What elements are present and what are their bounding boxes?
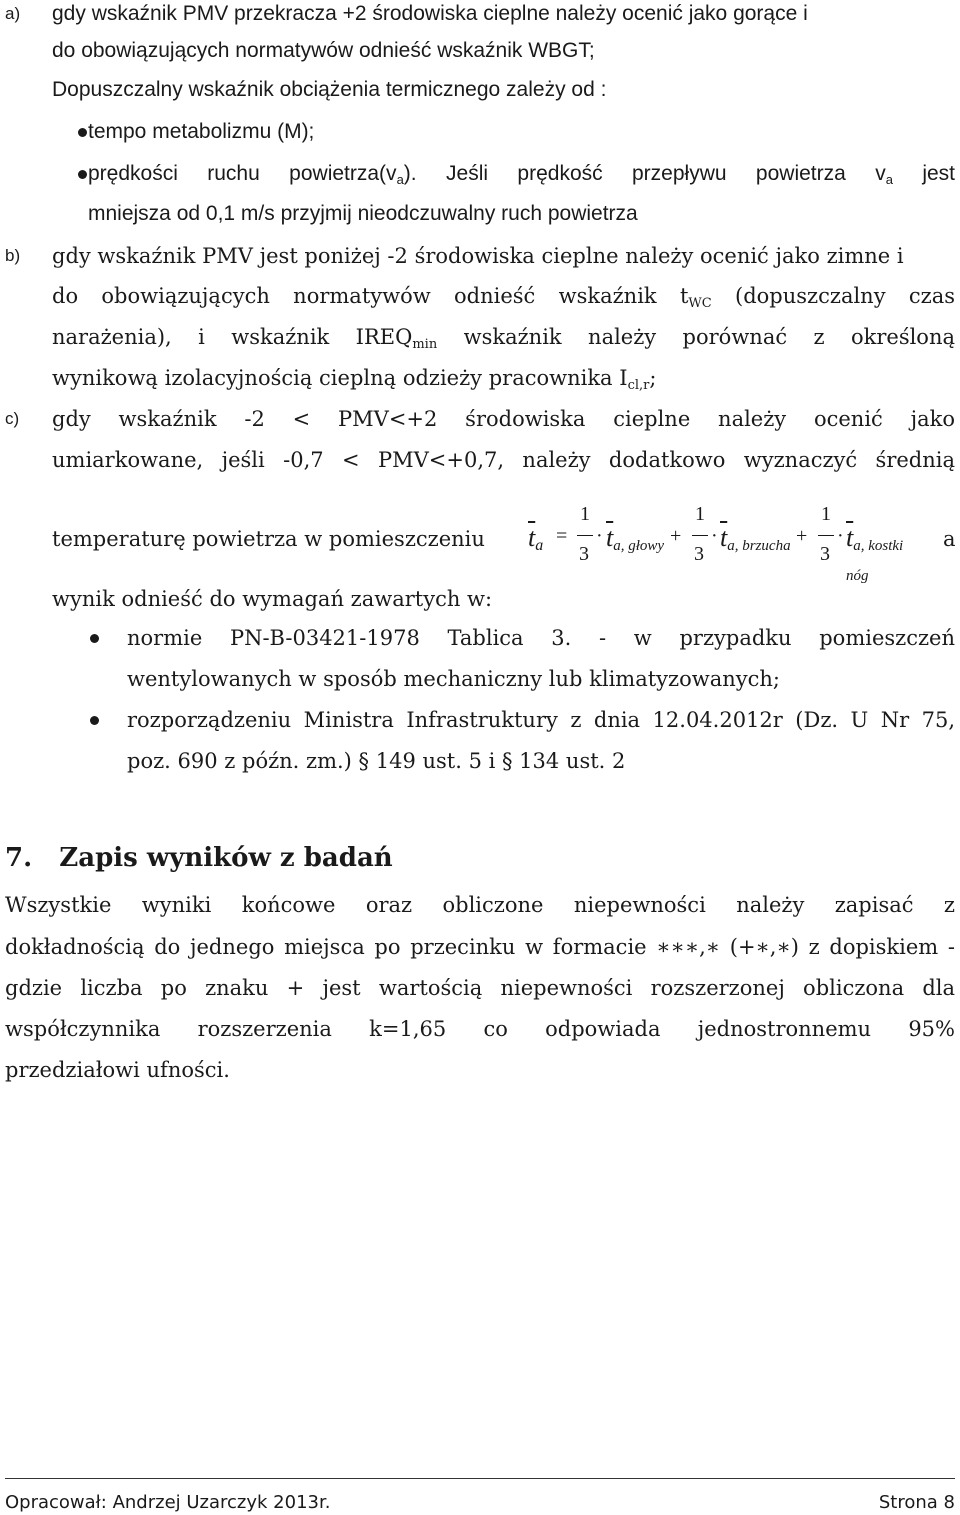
formula-num2: 1 xyxy=(695,503,705,525)
formula-num1: 1 xyxy=(580,503,590,525)
item-c-line3: temperaturę powietrza w pomieszczeniu xyxy=(52,527,485,551)
formula-dot3: · xyxy=(837,525,844,547)
item-c-bullet2-line1: rozporządzeniu Ministra Infrastruktury z dnia 12.04.2012r (Dz. U Nr 75, xyxy=(127,708,955,732)
item-c-bullet2-line2: poz. 690 z późn. zm.) § 149 ust. 5 i § 134 ust. 2 xyxy=(127,749,626,773)
item-a-line2: do obowiązujących normatywów odnieść wskaźnik WBGT; xyxy=(52,39,595,62)
formula-t: $\overline{t}_a$ xyxy=(528,523,544,554)
item-b-line3: narażenia), i wskaźnik $IREQ_{min}$ wskaźnik należy porównać z określoną xyxy=(52,325,955,352)
item-c-line1: gdy wskaźnik -2 < PMV<+2 środowiska cieplne należy ocenić jako xyxy=(52,407,955,431)
formula-dot1: · xyxy=(596,525,603,547)
mean-temperature-formula xyxy=(528,503,928,584)
bullet-icon xyxy=(90,716,99,725)
formula-plus2: + xyxy=(796,525,808,547)
section7-line3: gdzie liczba po znaku + jest wartością niepewności rozszerzonej obliczona dla xyxy=(5,976,955,1000)
fraction-bar xyxy=(692,535,708,536)
formula-dot2: · xyxy=(711,525,718,547)
item-a-bullet1: tempo metabolizmu (M); xyxy=(88,120,315,143)
section7-line2: dokładnością do jednego miejsca po przecinku w formacie ∗∗∗,∗ (+∗,∗) z dopiskiem - xyxy=(5,935,955,959)
bullet-icon xyxy=(78,128,87,137)
item-a-bullet2-line2: mniejsza od 0,1 m/s przyjmij nieodczuwalny ruch powietrza xyxy=(88,202,638,225)
item-c-label: c) xyxy=(5,409,20,428)
bullet-icon xyxy=(78,170,87,179)
bullet-icon xyxy=(90,634,99,643)
item-c-line4: wynik odnieść do wymagań zawartych w: xyxy=(52,587,493,611)
item-c-line2: umiarkowane, jeśli -0,7 < PMV<+0,7, należy dodatkowo wyznaczyć średnią xyxy=(52,448,955,472)
formula-den1: 3 xyxy=(579,543,589,565)
item-a-bullet2-text: prędkości ruchu $powietrza(v_a)$. Jeśli prędkość przepływu powietrza $v_a$ jest xyxy=(88,162,956,187)
item-c-bullet1-line2: wentylowanych w sposób mechaniczny lub klimatyzowanych; xyxy=(127,667,780,691)
footer-author: Opracował: Andrzej Uzarczyk 2013r. xyxy=(5,1492,331,1513)
section7-line4: współczynnika rozszerzenia k=1,65 co odpowiada jednostronnemu 95% xyxy=(5,1017,955,1041)
formula-t2: $\overline{t}_{a, brzucha}$ xyxy=(720,523,791,554)
formula-den3: 3 xyxy=(820,543,830,565)
formula-eq: = xyxy=(556,525,568,547)
section7-line5: przedziałowi ufności. xyxy=(5,1058,230,1082)
formula-t1: $\overline{t}_{a, głowy}$ xyxy=(606,523,665,554)
item-a-line3: Dopuszczalny wskaźnik obciążenia termicznego zależy od : xyxy=(52,78,607,101)
fraction-bar xyxy=(577,535,593,536)
section-heading: 7. Zapis wyników z badań xyxy=(5,843,393,873)
formula-t3: $\overline{t}_{a, kostki nóg}$ xyxy=(846,523,904,584)
item-c-line3-end: a xyxy=(943,527,956,551)
footer-divider xyxy=(5,1478,955,1479)
item-b-line1: gdy wskaźnik PMV jest poniżej -2 środowiska cieplne należy ocenić jako zimne i xyxy=(52,244,904,268)
item-b-label: b) xyxy=(5,246,21,265)
footer-page-number: Strona 8 xyxy=(878,1492,955,1513)
formula-plus1: + xyxy=(670,525,682,547)
item-b-line2: do obowiązujących normatywów odnieść wskaźnik $t_{WC}$ (dopuszczalny czas xyxy=(52,284,955,311)
item-a-bullet2 xyxy=(88,160,955,188)
fraction-bar xyxy=(818,535,834,536)
section7-line1: Wszystkie wyniki końcowe oraz obliczone niepewności należy zapisać z xyxy=(5,893,955,917)
item-a-line1: gdy wskaźnik PMV przekracza +2 środowiska cieplne należy ocenić jako gorące i xyxy=(52,2,808,25)
item-b-line4: wynikową izolacyjnością cieplną odzieży pracownika $I_{cl,r}$; xyxy=(52,366,657,393)
item-c-bullet1-line1: normie PN-B-03421-1978 Tablica 3. - w przypadku pomieszczeń xyxy=(127,626,955,650)
formula-num3: 1 xyxy=(821,503,831,525)
item-a-label: a) xyxy=(5,4,21,23)
formula-den2: 3 xyxy=(694,543,704,565)
